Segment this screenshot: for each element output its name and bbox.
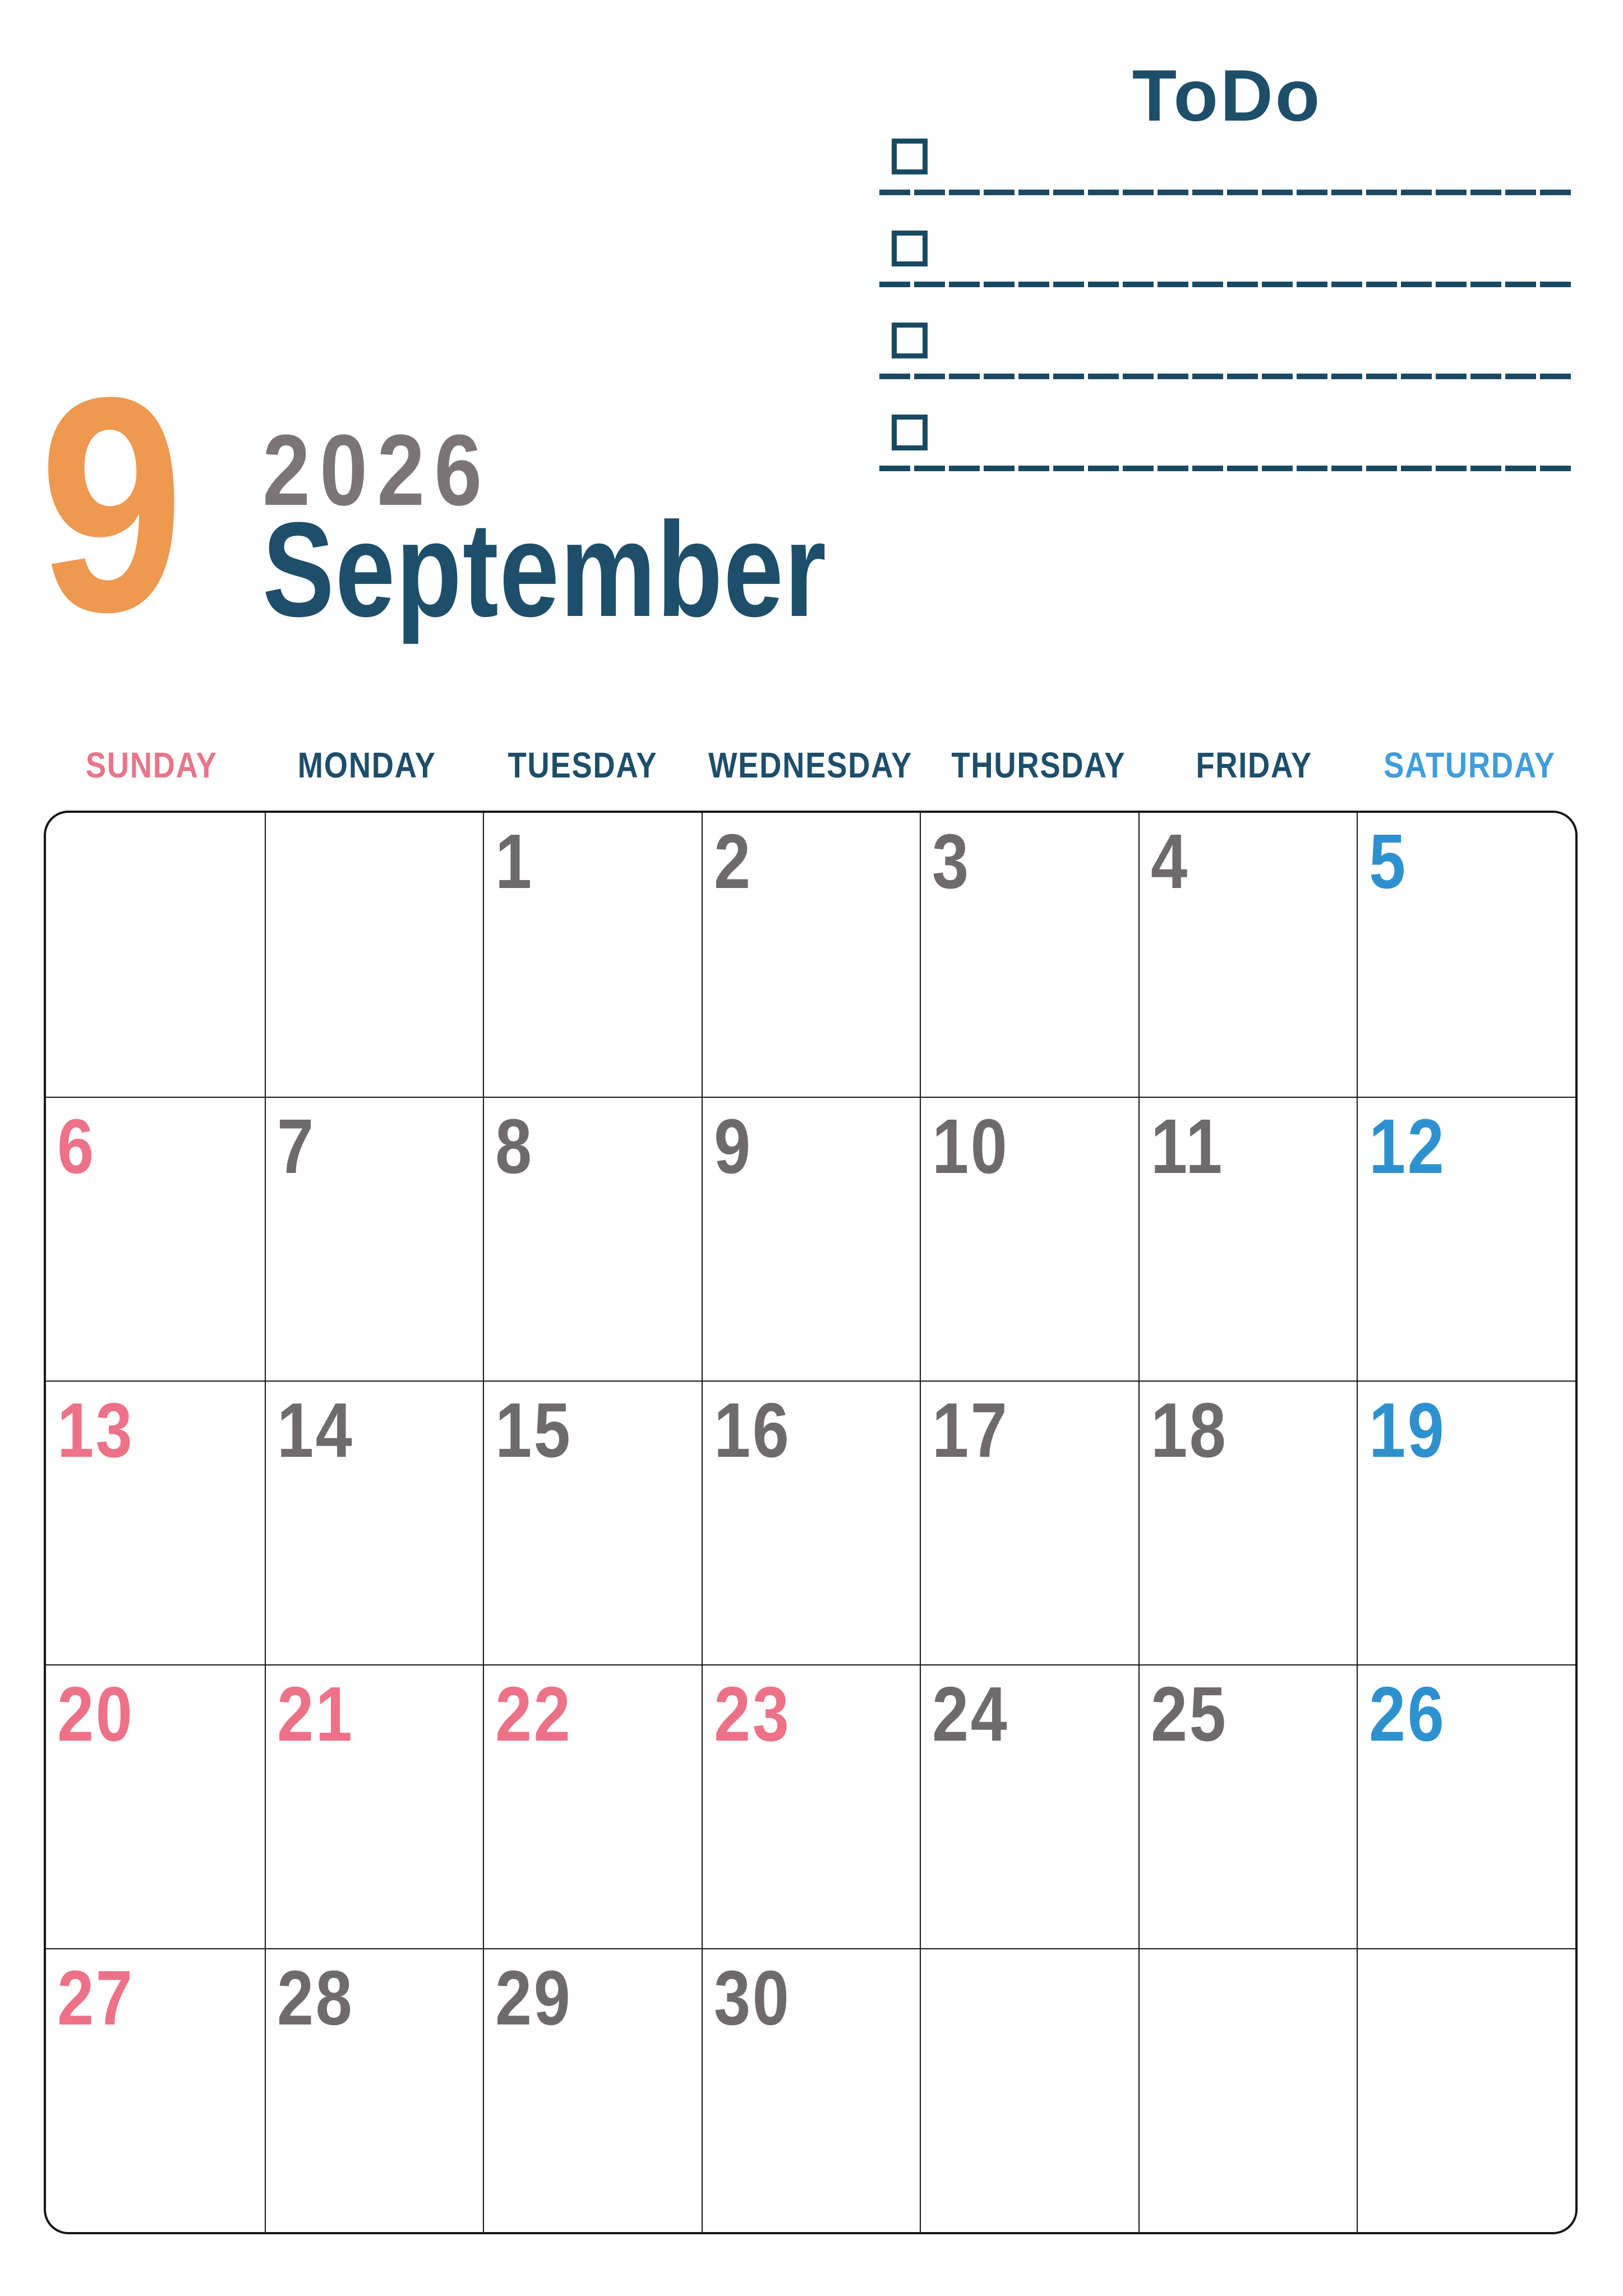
day-cell-15 — [483, 1381, 702, 1664]
weekday-header-tuesday — [475, 745, 690, 785]
day-cell-22 — [483, 1664, 702, 1948]
todo-list — [879, 103, 1575, 471]
month-number: 9 — [39, 334, 184, 675]
day-cell-1 — [483, 813, 702, 1097]
day-cell-11 — [1138, 1097, 1357, 1381]
date-number-24: 24 — [932, 1671, 1009, 1757]
day-cell-empty — [1138, 1948, 1357, 2232]
weekday-header-saturday — [1362, 745, 1578, 785]
day-cell-6 — [46, 1097, 265, 1381]
day-cell-24 — [920, 1664, 1138, 1948]
date-number-22: 22 — [495, 1671, 573, 1757]
day-cell-30 — [702, 1948, 920, 2232]
date-number-10: 10 — [932, 1103, 1009, 1190]
date-number-14: 14 — [276, 1387, 354, 1474]
weekday-header-label: THURSDAY — [951, 745, 1126, 785]
todo-checkbox-icon[interactable] — [892, 415, 928, 450]
day-cell-21 — [265, 1664, 483, 1948]
date-number-16: 16 — [713, 1387, 791, 1474]
weekday-header-monday — [259, 745, 474, 785]
date-number-9: 9 — [713, 1103, 753, 1190]
todo-title: ToDo — [1132, 54, 1322, 136]
day-cell-29 — [483, 1948, 702, 2232]
date-number-28: 28 — [276, 1955, 354, 2041]
calendar-grid — [44, 811, 1578, 2234]
month-name: September — [262, 494, 827, 645]
day-cell-28 — [265, 1948, 483, 2232]
weekday-header-friday — [1146, 745, 1362, 785]
date-number-8: 8 — [495, 1103, 534, 1190]
todo-checkbox-icon[interactable] — [892, 231, 928, 266]
date-number-13: 13 — [57, 1387, 135, 1474]
weekday-header-sunday — [44, 745, 259, 785]
year-label: 2026 — [262, 414, 492, 527]
date-number-2: 2 — [713, 818, 753, 905]
weekday-header-label: SUNDAY — [85, 745, 218, 785]
day-cell-19 — [1357, 1381, 1575, 1664]
day-cell-2 — [702, 813, 920, 1097]
todo-item — [879, 287, 1575, 379]
day-cell-18 — [1138, 1381, 1357, 1664]
weekday-header-wednesday — [690, 745, 930, 785]
todo-checkbox-icon[interactable] — [892, 323, 928, 358]
day-cell-empty — [46, 813, 265, 1097]
weekday-header-label: MONDAY — [298, 745, 437, 785]
date-number-7: 7 — [276, 1103, 316, 1190]
day-cell-10 — [920, 1097, 1138, 1381]
date-number-27: 27 — [57, 1955, 135, 2041]
day-cell-empty — [1357, 1948, 1575, 2232]
date-number-15: 15 — [495, 1387, 573, 1474]
day-cell-empty — [265, 813, 483, 1097]
todo-write-in-line[interactable] — [879, 282, 1575, 287]
date-number-5: 5 — [1369, 818, 1408, 905]
date-number-17: 17 — [932, 1387, 1009, 1474]
day-cell-17 — [920, 1381, 1138, 1664]
day-cell-14 — [265, 1381, 483, 1664]
date-number-4: 4 — [1150, 818, 1189, 905]
date-number-11: 11 — [1150, 1103, 1224, 1190]
date-number-1: 1 — [495, 818, 534, 905]
todo-write-in-line[interactable] — [879, 190, 1575, 195]
day-cell-7 — [265, 1097, 483, 1381]
day-cell-26 — [1357, 1664, 1575, 1948]
date-number-3: 3 — [932, 818, 971, 905]
day-cell-27 — [46, 1948, 265, 2232]
day-cell-9 — [702, 1097, 920, 1381]
date-number-20: 20 — [57, 1671, 135, 1757]
date-number-23: 23 — [713, 1671, 791, 1757]
day-cell-13 — [46, 1381, 265, 1664]
weekday-header-thursday — [931, 745, 1146, 785]
todo-checkbox-icon[interactable] — [892, 139, 928, 174]
date-number-30: 30 — [713, 1955, 791, 2041]
date-number-12: 12 — [1369, 1103, 1446, 1190]
day-cell-23 — [702, 1664, 920, 1948]
date-number-18: 18 — [1150, 1387, 1228, 1474]
todo-write-in-line[interactable] — [879, 466, 1575, 471]
todo-write-in-line[interactable] — [879, 374, 1575, 379]
day-cell-5 — [1357, 813, 1575, 1097]
date-number-25: 25 — [1150, 1671, 1228, 1757]
weekday-header-label: SATURDAY — [1384, 745, 1556, 785]
day-cell-16 — [702, 1381, 920, 1664]
weekday-header-label: FRIDAY — [1196, 745, 1313, 785]
day-cell-20 — [46, 1664, 265, 1948]
day-cell-12 — [1357, 1097, 1575, 1381]
weekday-header-label: TUESDAY — [508, 745, 658, 785]
todo-item — [879, 379, 1575, 471]
day-cell-4 — [1138, 813, 1357, 1097]
day-cell-empty — [920, 1948, 1138, 2232]
date-number-26: 26 — [1369, 1671, 1446, 1757]
day-cell-3 — [920, 813, 1138, 1097]
date-number-19: 19 — [1369, 1387, 1446, 1474]
date-number-29: 29 — [495, 1955, 573, 2041]
todo-item — [879, 195, 1575, 287]
todo-item — [879, 103, 1575, 195]
weekday-header-label: WEDNESDAY — [708, 745, 913, 785]
weekday-header-row — [44, 745, 1578, 785]
day-cell-8 — [483, 1097, 702, 1381]
day-cell-25 — [1138, 1664, 1357, 1948]
date-number-6: 6 — [57, 1103, 96, 1190]
date-number-21: 21 — [276, 1671, 354, 1757]
